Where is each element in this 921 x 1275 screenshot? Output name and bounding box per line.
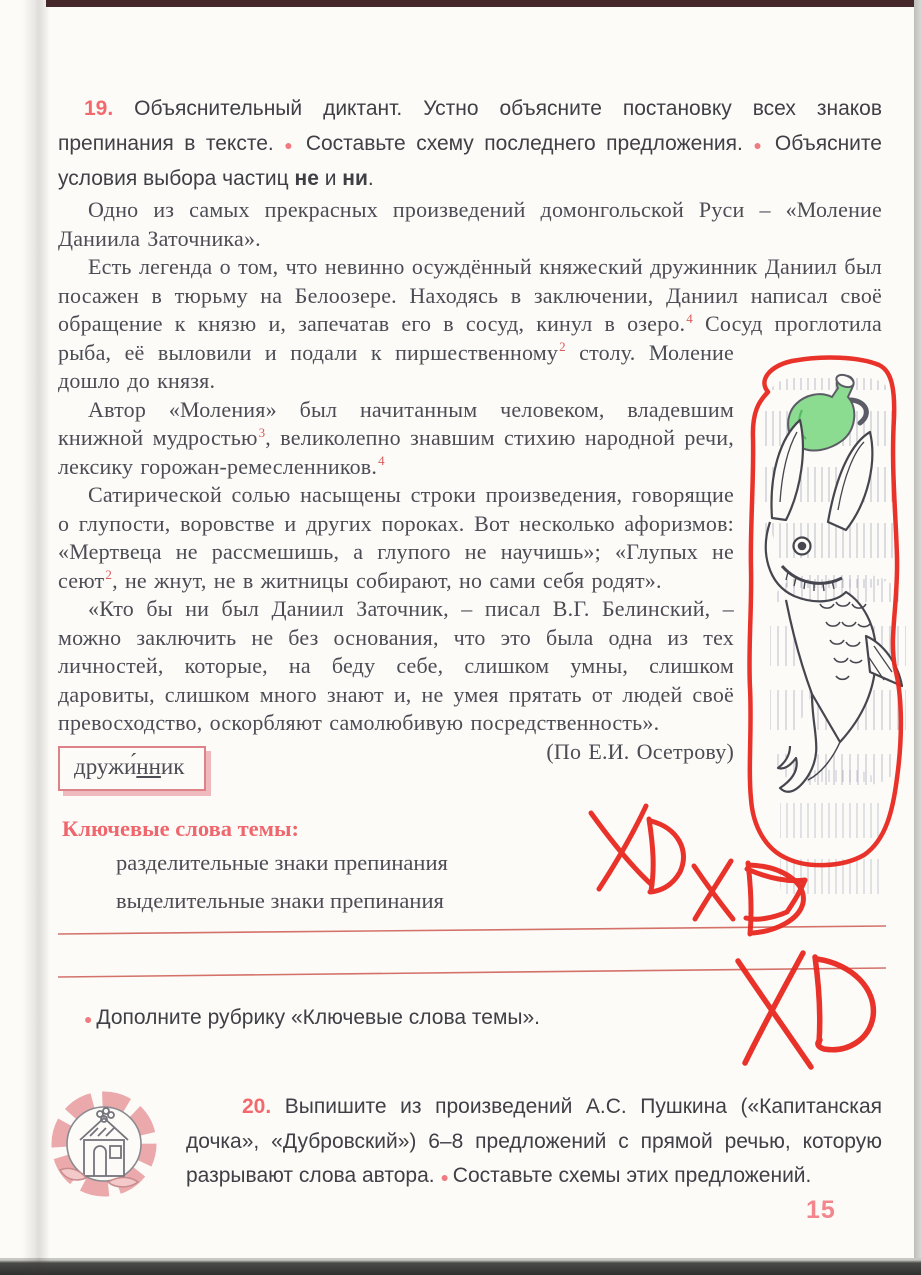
wreath-leaves <box>60 1168 138 1186</box>
attribution: (По Е.И. Осетрову) <box>546 738 734 764</box>
paragraph: Автор «Моления» был начитанным человеком, владевшим книжной мудростью$^3$, великолепно знавшим стихию народной речи, лексику горожан-ремесленников.$^4$ <box>58 396 734 479</box>
page-number: 15 <box>806 1196 836 1224</box>
xd-doodle-2 <box>694 861 803 934</box>
homework-icon <box>42 1086 166 1206</box>
stray-pen-stroke <box>746 869 805 919</box>
vocabulary-box: дружи́нник <box>58 746 206 791</box>
exercise-20-instructions: 20. Выпишите из произведений А.С. Пушкина («Капитанская дочка», «Дубровский») 6–8 предложений с прямой речью, которую разрывают слова автора. ● Составьте схемы этих предложений. <box>186 1095 882 1187</box>
page-top-edge <box>46 0 921 7</box>
xd-doodle-1 <box>591 806 683 892</box>
house-drawing <box>80 1108 128 1176</box>
paragraph: «Кто бы ни был Даниил Заточник, – писал В.Г. Белинский, – можно заключить не без основания, что это была одна из тех личностей, которые, на беду себе, слишком умны, слишком даровиты, слишком много знают и, не умея прятать от людей своё превосходство, оскорбляют самолюбивую посредственность». <box>58 596 734 735</box>
task-bullet: ● Дополните рубрику «Ключевые слова темы». <box>84 1006 540 1029</box>
paragraph: Сатирической солью насыщены строки произведения, говорящие о глупости, воровстве и других пороках. Вот несколько афоризмов: «Мертвеца не рассмешишь, а глупого не научишь»; «Глупых не сеют$^2$, не жнут, не в житницы собирают, но сами себя родят». <box>58 482 734 593</box>
keywords-title: Ключевые слова темы: <box>62 816 300 841</box>
red-rule-2 <box>58 968 886 977</box>
page-bottom-edge <box>0 1258 921 1275</box>
page-right-edge <box>914 0 921 1275</box>
keyword-item: выделительные знаки препинания <box>116 888 444 913</box>
red-rule-1 <box>58 926 886 934</box>
paragraph: Одно из самых прекрасных произведений домонгольской Руси – «Моление Даниила Заточника». <box>58 197 882 251</box>
exercise-19-instructions: 19. Объяснительный диктант. Устно объясните постановку всех знаков препинания в тексте. ● Составьте схему последнего предложения. ● Объясните условия выбора частиц не и ни. <box>58 97 883 190</box>
page-curl-shadow <box>22 0 50 1275</box>
keyword-item: разделительные знаки препинания <box>116 850 448 875</box>
paragraph: Есть легенда о том, что невинно осуждённый княжеский дружинник Даниил был посажен в тюрьму на Белоозере. Находясь в заключении, Даниил написал своё обращение к князю и, запечатав его в сосуд, кинул в озеро.$^4$ Сосуд проглотила рыба, её выловили и подали к пиршественному$^2$ столу. Моление дошло до князя. <box>58 254 883 393</box>
wrap-spacer-illustration <box>734 346 882 816</box>
xd-doodle-3 <box>738 953 873 1067</box>
thin-red-rules <box>58 926 886 977</box>
dictation-text <box>58 196 882 816</box>
